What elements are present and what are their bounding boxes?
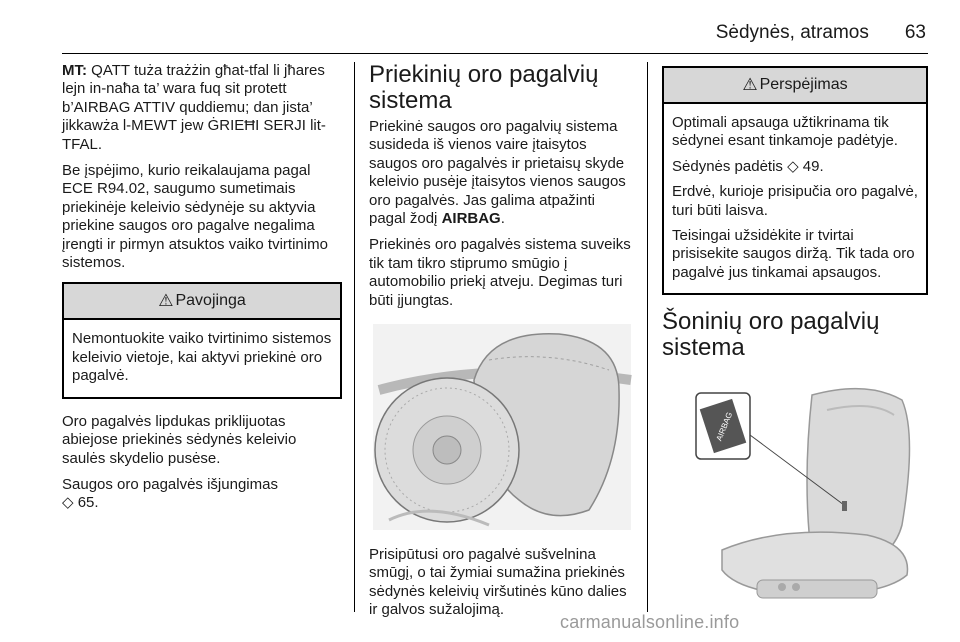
seat-position-text: Sėdynės padėtis (672, 157, 783, 175)
airbag-label-text: AIRBAG (714, 411, 735, 443)
page-ref-arrow-icon: ◇ (787, 157, 803, 175)
front-airbag-intro (369, 118, 635, 228)
column-left (62, 62, 342, 521)
page-header (62, 22, 926, 50)
warning-box-body (664, 104, 926, 293)
warning-box-header (664, 68, 926, 104)
column-right (662, 62, 928, 615)
ece-paragraph: Be įspėjimo, kurio reikalaujama pagal ECE R94.02, saugumo sumetimais priekinėje keleivio sėdynėje su aktyvia priekine saugos oro pagalve negalima įrengti ir pirmyn atsuktos vaiko tvirtinimo sistemos. (62, 162, 328, 272)
danger-box (62, 282, 342, 398)
warning-text-4: Teisingai užsidėkite ir tvirtai prisisekite saugos diržą. Tik tada oro pagalvė jus tinkamai apsaugos. (672, 227, 915, 281)
front-airbag-illustration (369, 320, 635, 534)
warning-text-3: Erdvė, kurioje prisipučia oro pagalvė, turi būti laisva. (672, 183, 918, 219)
danger-title: Pavojinga (175, 292, 246, 310)
intro-text: Priekinė saugos oro pagalvių sistema susideda iš vienos vaire įtaisytos saugos oro pagalvės ir prietaisų skyde keleivio pusėje įtaisytos vienos saugos oro pagalvės. Jas galima atpažinti pagal žodį (369, 118, 626, 228)
page-title: Sėdynės, atramos (715, 22, 869, 43)
front-airbag-heading: Priekinių oro pagalvių sistema (369, 61, 599, 114)
deactivation-ref[interactable]: 65. (77, 494, 99, 512)
deactivation-text: Saugos oro pagalvės išjungimas (62, 475, 278, 493)
watermark: carmanualsonline.info (560, 612, 740, 632)
warning-text-1: Optimali apsauga užtikrinama tik sėdynei esant tinkamoje padėtyje. (672, 114, 898, 150)
side-airbag-illustration (662, 375, 928, 615)
danger-box-header (64, 284, 340, 320)
front-airbag-trigger: Priekinės oro pagalvės sistema suveiks tik tam tikro stiprumo smūgio į automobilio priekį atveju. Degimas turi būti įjungtas. (369, 236, 631, 309)
warning-text-2 (672, 158, 918, 176)
front-airbag-effect: Prisipūtusi oro pagalvė sušvelnina smūgį, o tai žymiai sumažina priekinės sėdynės keleivių viršutinės kūno dalies ir galvos sužalojimą. (369, 546, 627, 619)
warning-title: Perspėjimas (759, 76, 848, 93)
page-number: 63 (904, 22, 926, 43)
column-middle (369, 62, 635, 628)
danger-box-body (64, 320, 340, 396)
airbag-word: AIRBAG (441, 210, 501, 228)
column-divider (354, 62, 355, 612)
intro-end: . (500, 210, 505, 228)
warning-triangle-icon: ⚠ (158, 291, 174, 311)
page-ref-arrow-icon: ◇ (62, 494, 78, 512)
header-rule (62, 53, 928, 54)
warning-box (662, 66, 928, 295)
column-divider (647, 62, 648, 612)
mt-paragraph (62, 62, 342, 154)
sticker-paragraph: Oro pagalvės lipdukas priklijuotas abiejose priekinės sėdynės keleivio saulės skydelio pusėse. (62, 412, 297, 467)
mt-text: QATT tuża trażżin għat-tfal li jħares lejn in-naħa ta’ wara fuq sit protett b’AIRBAG ATTIV quddiemu; dan jista’ jikkawża l-MEWT jew ĠRIEĦI SERJI lit-TFAL. (62, 62, 326, 153)
mt-label: MT: (62, 62, 87, 79)
seat-position-ref[interactable]: 49. (802, 157, 824, 175)
danger-text: Nemontuokite vaiko tvirtinimo sistemos keleivio vietoje, kai aktyvi priekinė oro pagalvė. (72, 330, 332, 385)
deactivation-paragraph (62, 476, 342, 513)
side-airbag-heading: Šoninių oro pagalvių sistema (662, 308, 880, 362)
warning-triangle-icon: ⚠ (742, 75, 758, 94)
